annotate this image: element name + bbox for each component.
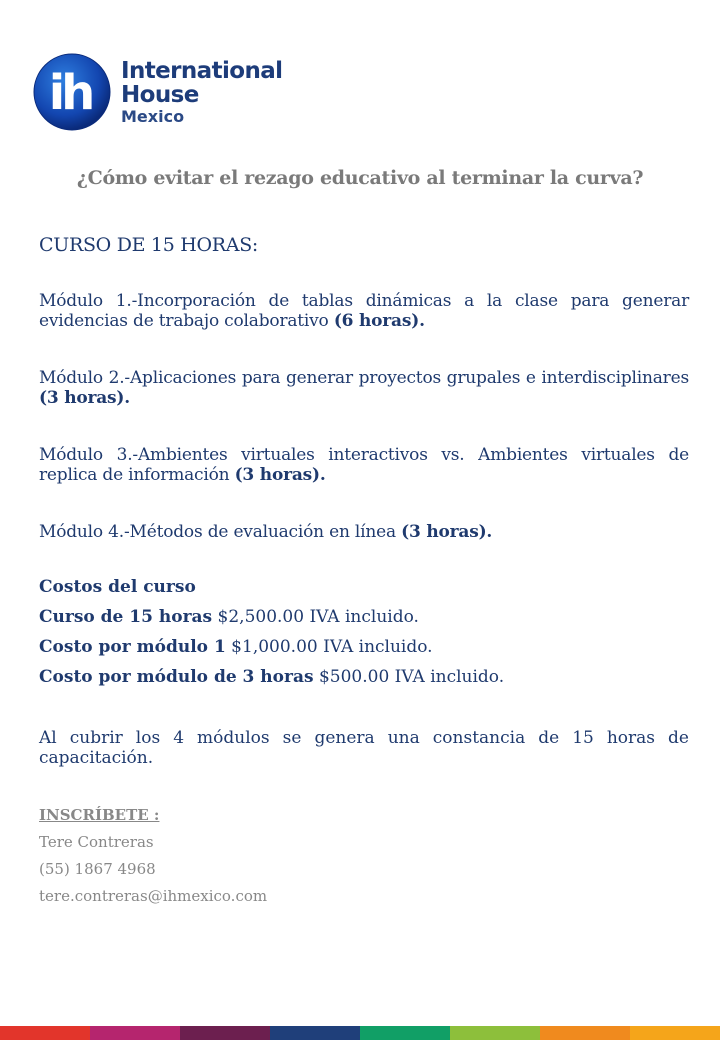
- module-2: [39, 368, 689, 408]
- cost-item-module-1: [39, 632, 689, 662]
- cost-value: $2,500.00 IVA incluido.: [212, 607, 419, 627]
- cost-value: $500.00 IVA incluido.: [313, 667, 505, 687]
- enroll-heading: INSCRÍBETE :: [39, 806, 160, 824]
- costs-heading: Costos del curso: [39, 577, 196, 597]
- stripe-segment: [630, 1026, 720, 1040]
- contact-email[interactable]: tere.contreras@ihmexico.com: [39, 887, 268, 905]
- flyer-content: [39, 235, 689, 910]
- costs-section: [39, 572, 689, 692]
- cost-item-3h-module: [39, 662, 689, 692]
- cost-label: Costo por módulo de 3 horas: [39, 667, 314, 687]
- module-4-text: Módulo 4.-Métodos de evaluación en línea: [39, 522, 402, 542]
- cost-value: $1,000.00 IVA incluido.: [225, 637, 433, 657]
- stripe-segment: [90, 1026, 180, 1040]
- module-4-hours: (3 horas).: [401, 522, 493, 542]
- logo-letters: ih: [48, 65, 92, 121]
- module-3-hours: (3 horas).: [234, 465, 326, 485]
- contact-phone[interactable]: (55) 1867 4968: [39, 860, 156, 878]
- cost-label: Costo por módulo 1: [39, 637, 226, 657]
- stripe-segment: [450, 1026, 540, 1040]
- module-2-text: Módulo 2.-Aplicaciones para generar proyectos grupales e interdisciplinares: [39, 368, 689, 388]
- module-1: [39, 291, 689, 331]
- stripe-segment: [270, 1026, 360, 1040]
- page-subtitle: ¿Cómo evitar el rezago educativo al terminar la curva?: [76, 167, 644, 189]
- contact-name: Tere Contreras: [39, 833, 154, 851]
- stripe-segment: [0, 1026, 90, 1040]
- ih-logo-icon: [33, 53, 111, 131]
- cost-label: Curso de 15 horas: [39, 607, 213, 627]
- ih-logo: [33, 53, 282, 131]
- brand-line-2: House: [121, 81, 199, 108]
- module-1-hours: (6 horas).: [333, 311, 425, 331]
- cost-item-course: [39, 602, 689, 632]
- module-3-text: Módulo 3.-Ambientes virtuales interactivos vs. Ambientes virtuales de replica de información: [39, 445, 689, 485]
- module-3: [39, 445, 689, 485]
- contact-section: [39, 802, 689, 910]
- module-1-text: Módulo 1.-Incorporación de tablas dinámicas a la clase para generar evidencias de trabajo colaborativo: [39, 291, 689, 331]
- module-2-hours: (3 horas).: [39, 388, 130, 408]
- stripe-segment: [360, 1026, 450, 1040]
- stripe-segment: [540, 1026, 630, 1040]
- stripe-segment: [180, 1026, 270, 1040]
- color-stripe: [0, 1026, 720, 1040]
- course-heading: CURSO DE 15 HORAS:: [39, 234, 259, 256]
- brand-line-1: International: [121, 57, 283, 84]
- module-4: [39, 522, 689, 542]
- brand-name: [121, 57, 283, 126]
- certificate-note: Al cubrir los 4 módulos se genera una constancia de 15 horas de capacitación.: [39, 728, 689, 768]
- brand-line-3: Mexico: [121, 106, 185, 126]
